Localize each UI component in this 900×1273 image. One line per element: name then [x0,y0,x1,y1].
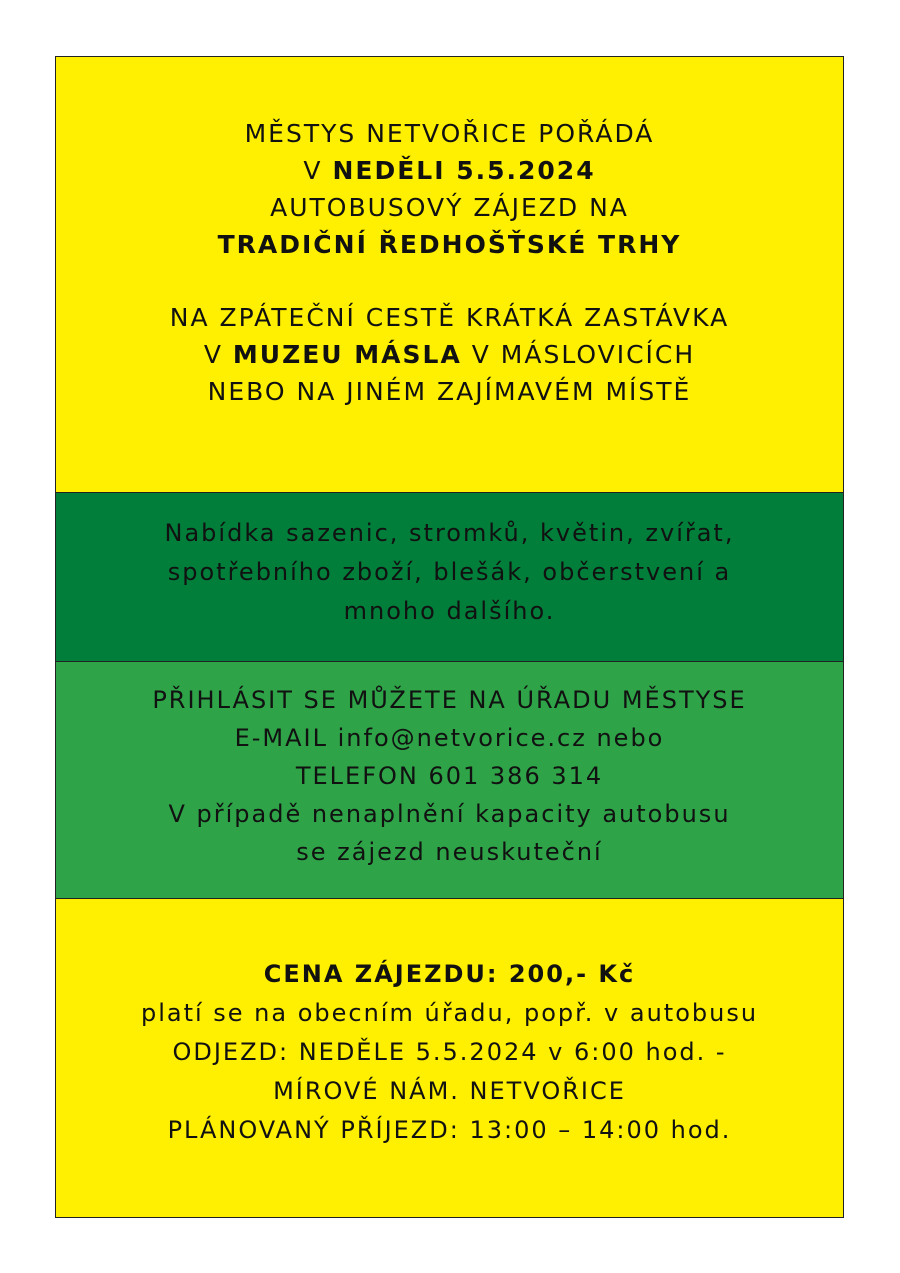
price-line-payment: platí se na obecním úřadu, popř. v autobusu [140,999,759,1027]
price-line-departure: ODJEZD: NEDĚLE 5.5.2024 v 6:00 hod. - [172,1038,727,1066]
offer-line-2: spotřebního zboží, blešák, občerstvení a [167,558,732,586]
intro-line-organizer: MĚSTYS NETVOŘICE POŘÁDÁ [244,119,655,148]
poster [55,56,844,1218]
contact-line-cancel: se zájezd neuskuteční [296,838,603,866]
contact-line-email: E-MAIL info@netvorice.cz nebo [234,724,665,752]
price-amount: CENA ZÁJEZDU: 200,- Kč [263,960,636,988]
price-line-arrival: PLÁNOVANÝ PŘÍJEZD: 13:00 – 14:00 hod. [167,1116,732,1144]
intro-spacer [56,263,843,299]
contact-line-register: PŘIHLÁSIT SE MŮŽETE NA ÚŘADU MĚSTYSE [152,686,747,714]
contact-line-phone: TELEFON 601 386 314 [295,762,604,790]
intro-line-trip: AUTOBUSOVÝ ZÁJEZD NA [270,193,629,222]
price-section [56,899,843,1217]
intro-event-name: TRADIČNÍ ŘEDHOŠŤSKÉ TRHY [217,230,682,259]
intro-section [56,57,843,493]
intro-museum-name: MUZEU MÁSLA [232,340,462,369]
contact-line-capacity: V případě nenaplnění kapacity autobusu [168,800,731,828]
intro-date-prefix: V [303,156,333,185]
intro-line-stop: NA ZPÁTEČNÍ CESTĚ KRÁTKÁ ZASTÁVKA [169,303,730,332]
contact-section [56,662,843,899]
intro-line-museum [56,336,843,373]
offer-line-3: mnoho dalšího. [343,597,556,625]
intro-line-alternative: NEBO NA JINÉM ZAJÍMAVÉM MÍSTĚ [207,377,692,406]
offer-line-1: Nabídka sazenic, stromků, květin, zvířat, [164,519,735,547]
intro-museum-prefix: V [203,340,233,369]
intro-date: NEDĚLI 5.5.2024 [332,156,596,185]
intro-line-event [56,226,843,263]
price-line-price [56,955,843,994]
offer-section [56,493,843,662]
intro-line-date [56,152,843,189]
price-line-place: MÍROVÉ NÁM. NETVOŘICE [273,1077,626,1105]
intro-museum-suffix: V MÁSLOVICÍCH [461,340,696,369]
